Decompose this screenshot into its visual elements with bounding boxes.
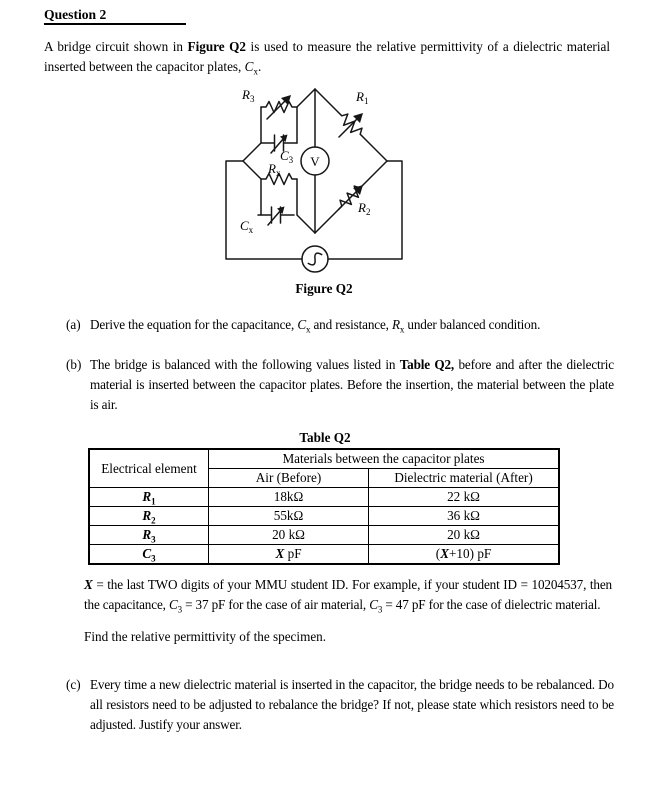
table-row (89, 545, 559, 565)
part-c (66, 675, 648, 735)
cx-symbol: C (297, 317, 306, 332)
circuit-figure (0, 83, 648, 275)
element-r2: $R_2$ (89, 507, 209, 526)
r3-after: 20 kΩ (369, 526, 559, 545)
voltmeter-label: V (310, 154, 320, 169)
table-ref: Table Q2, (399, 357, 455, 372)
header-materials: Materials between the capacitor plates (209, 449, 559, 469)
part-a-text: Derive the equation for the capacitance, $C_x$ and resistance, $R_x$ under balanced condition. (90, 317, 541, 335)
question-title: Question 2 (44, 0, 186, 25)
table-row (89, 488, 559, 507)
x-definition-note: X = the last TWO digits of your MMU student ID. For example, if your student ID = 10204537, then the capacitance, $C_3 = 37$ pF for the case of air material, $C_3 = 47$ pF for the case of dielectric material. (84, 577, 612, 615)
intro-text: A bridge circuit shown in (44, 39, 188, 54)
table-row (89, 507, 559, 526)
r2-after: 36 kΩ (369, 507, 559, 526)
r3-before: 20 kΩ (209, 526, 369, 545)
element-r3: $R_3$ (89, 526, 209, 545)
part-b-text: The bridge is balanced with the following values listed in Table Q2, before and after the dielectric material is inserted between the capacitor plates. Before the insertion, the material between the plate is air. (90, 357, 615, 412)
r1-after: 22 kΩ (369, 488, 559, 507)
c3-after: (X+10) pF (369, 545, 559, 565)
c3-before: X pF (209, 545, 369, 565)
header-dielectric-after: Dielectric material (After) (369, 469, 559, 488)
resistor-r1-arrow (339, 113, 363, 137)
resistor-r3-arrow (267, 95, 291, 119)
label-r3: $R_3$ (242, 87, 255, 104)
intro-paragraph: A bridge circuit shown in Figure Q2 is used to measure the relative permittivity of a dielectric material inserted between the capacitor plates, $C_x$. (44, 39, 610, 77)
cx-symbol: C (244, 59, 254, 74)
table-q2 (88, 448, 560, 565)
sine-wave-icon (306, 251, 324, 266)
label-cx: $C_x$ (240, 218, 254, 235)
element-c3: $C_3$ (89, 545, 209, 565)
capacitor-c3-symbol (261, 135, 297, 154)
header-air-before: Air (Before) (209, 469, 369, 488)
header-electrical-element: Electrical element (89, 449, 209, 488)
part-c-text: Every time a new dielectric material is inserted in the capacitor, the bridge needs to be rebalanced. Do all resistors need to be adjusted to rebalance the bridge? If not, please state which resistors need to be adjusted. Justify your answer. (90, 677, 614, 732)
part-a-label: (a) (66, 317, 81, 332)
part-a (66, 315, 648, 335)
part-b-label: (b) (66, 357, 82, 372)
find-instruction: Find the relative permittivity of the specimen. (84, 629, 327, 644)
element-r1: $R_1$ (89, 488, 209, 507)
part-c-label: (c) (66, 677, 81, 692)
capacitor-cx-symbol (258, 207, 294, 226)
r2-before: 55kΩ (209, 507, 369, 526)
label-rx: $R_x$ (268, 161, 281, 178)
bridge-circuit-diagram (218, 83, 418, 275)
r1-before: 18kΩ (209, 488, 369, 507)
label-c3: $C_3$ (280, 148, 294, 165)
x-symbol: X (84, 577, 93, 592)
table-title: Table Q2 (299, 430, 351, 445)
label-r1: $R_1$ (356, 89, 369, 106)
rx-symbol: R (391, 317, 400, 332)
table-row (89, 526, 559, 545)
figure-caption: Figure Q2 (295, 281, 353, 296)
label-r2: $R_2$ (358, 200, 371, 217)
table-block (88, 429, 562, 565)
figure-ref: Figure Q2 (187, 39, 247, 54)
part-b (66, 355, 648, 415)
